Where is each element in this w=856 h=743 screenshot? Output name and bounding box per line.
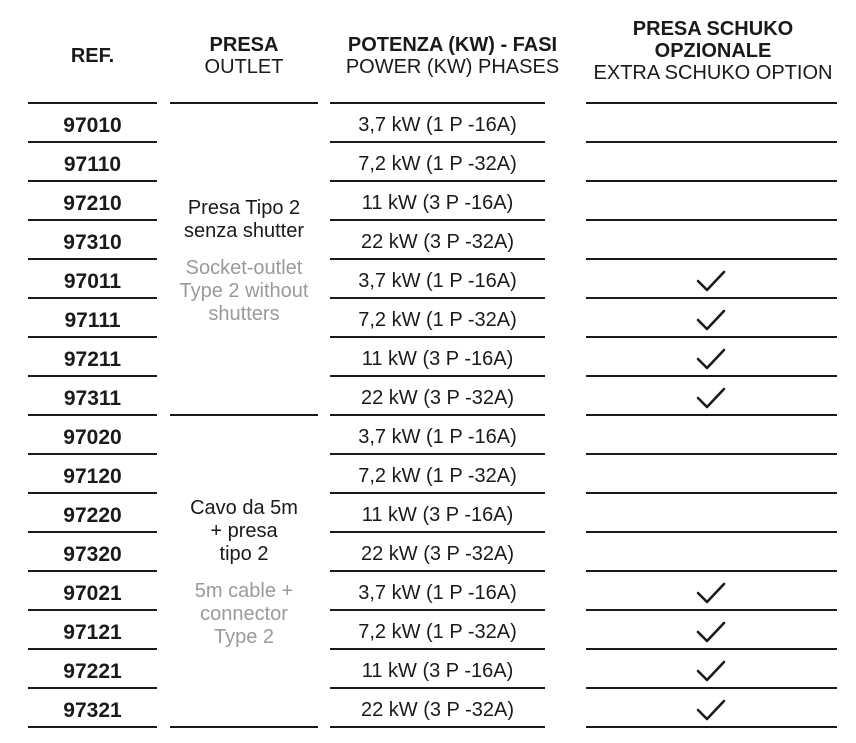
rule-ref (28, 297, 157, 299)
header-schuko-en: EXTRA SCHUKO OPTION (593, 62, 833, 84)
rule-ref (28, 648, 157, 650)
rule-power (330, 414, 545, 416)
rule-ref (28, 687, 157, 689)
power-cell: 3,7 kW (1 P -16A) (358, 114, 517, 136)
checkmark-icon (696, 621, 726, 643)
rule-outlet (170, 102, 318, 104)
rule-power (330, 609, 545, 611)
table-row (0, 340, 856, 379)
table-row (0, 691, 856, 730)
table-row (0, 145, 856, 184)
outlet-group-2-it-3: tipo 2 (219, 543, 269, 565)
rule-ref (28, 102, 157, 104)
table-row (0, 496, 856, 535)
rule-ref (28, 141, 157, 143)
power-cell: 22 kW (3 P -32A) (360, 543, 515, 565)
rule-ref (28, 414, 157, 416)
rule-schuko (586, 219, 837, 221)
checkmark-icon (696, 387, 726, 409)
outlet-group-2-en-2: connector (200, 603, 288, 625)
outlet-group-2-it-2: + presa (210, 520, 278, 542)
ref-cell: 97211 (63, 348, 122, 371)
table-row (0, 418, 856, 457)
power-cell: 7,2 kW (1 P -32A) (358, 309, 517, 331)
checkmark-icon (696, 309, 726, 331)
rule-power (330, 219, 545, 221)
rule-schuko (586, 414, 837, 416)
checkmark-icon (696, 348, 726, 370)
table-row (0, 379, 856, 418)
table-row (0, 652, 856, 691)
ref-cell: 97210 (63, 192, 122, 215)
ref-cell: 97220 (63, 504, 122, 527)
outlet-group-2-en-1: 5m cable + (194, 580, 294, 602)
rule-schuko (586, 726, 837, 728)
power-cell: 3,7 kW (1 P -16A) (358, 270, 517, 292)
ref-cell: 97021 (63, 582, 122, 605)
ref-cell: 97121 (63, 621, 122, 644)
table-row (0, 223, 856, 262)
header-ref-label: REF. (70, 45, 115, 67)
outlet-group-1-it-1: Presa Tipo 2 (187, 197, 301, 219)
rule-schuko (586, 375, 837, 377)
rule-schuko (586, 492, 837, 494)
rule-schuko (586, 297, 837, 299)
rule-power (330, 258, 545, 260)
rule-power (330, 141, 545, 143)
power-cell: 11 kW (3 P -16A) (361, 504, 514, 526)
power-cell: 11 kW (3 P -16A) (361, 660, 514, 682)
ref-cell: 97110 (63, 153, 122, 176)
rule-power (330, 648, 545, 650)
outlet-group-1-en-3: shutters (208, 303, 280, 325)
header-power-en: POWER (KW) PHASES (345, 56, 560, 78)
rule-ref (28, 570, 157, 572)
table-row (0, 184, 856, 223)
rule-outlet (170, 414, 318, 416)
rule-power (330, 375, 545, 377)
rule-ref (28, 180, 157, 182)
outlet-group-1-it-2: senza shutter (183, 220, 305, 242)
header-schuko-it-1: PRESA SCHUKO (632, 18, 794, 40)
ref-cell: 97111 (64, 309, 121, 332)
rule-power (330, 531, 545, 533)
ref-cell: 97310 (63, 231, 122, 254)
rule-ref (28, 609, 157, 611)
rule-schuko (586, 570, 837, 572)
rule-power (330, 726, 545, 728)
power-cell: 3,7 kW (1 P -16A) (358, 582, 517, 604)
header-power (325, 34, 580, 78)
rule-power (330, 180, 545, 182)
rule-ref (28, 375, 157, 377)
header-outlet-en: OUTLET (204, 56, 284, 78)
rule-ref (28, 453, 157, 455)
outlet-group-1-en-1: Socket-outlet (185, 257, 303, 279)
ref-cell: 97311 (63, 387, 122, 410)
header-schuko (582, 18, 844, 84)
power-cell: 22 kW (3 P -32A) (360, 699, 515, 721)
rule-ref (28, 219, 157, 221)
rule-schuko (586, 141, 837, 143)
checkmark-icon (696, 270, 726, 292)
power-cell: 7,2 kW (1 P -32A) (358, 153, 517, 175)
table-row (0, 613, 856, 652)
header-outlet (170, 34, 318, 78)
rule-ref (28, 726, 157, 728)
ref-cell: 97011 (63, 270, 122, 293)
ref-cell: 97010 (63, 114, 122, 137)
outlet-group-1-en-2: Type 2 without (179, 280, 309, 302)
rule-ref (28, 258, 157, 260)
power-cell: 22 kW (3 P -32A) (360, 231, 515, 253)
header-schuko-it-2: OPZIONALE (654, 40, 772, 62)
power-cell: 11 kW (3 P -16A) (361, 348, 514, 370)
rule-power (330, 687, 545, 689)
power-cell: 7,2 kW (1 P -32A) (358, 465, 517, 487)
table-row (0, 301, 856, 340)
rule-schuko (586, 609, 837, 611)
rule-ref (28, 492, 157, 494)
rule-power (330, 492, 545, 494)
ref-cell: 97221 (63, 660, 122, 683)
ref-cell: 97120 (63, 465, 122, 488)
checkmark-icon (696, 582, 726, 604)
table-row (0, 457, 856, 496)
ref-cell: 97320 (63, 543, 122, 566)
outlet-group-2-it-1: Cavo da 5m (190, 497, 298, 519)
rule-schuko (586, 258, 837, 260)
rule-schuko (586, 336, 837, 338)
rule-outlet (170, 726, 318, 728)
power-cell: 11 kW (3 P -16A) (361, 192, 514, 214)
table-row (0, 106, 856, 145)
header-power-it: POTENZA (KW) - FASI (347, 34, 558, 56)
rule-power (330, 570, 545, 572)
power-cell: 7,2 kW (1 P -32A) (358, 621, 517, 643)
rule-schuko (586, 180, 837, 182)
rule-power (330, 102, 545, 104)
table-row (0, 262, 856, 301)
table-row (0, 535, 856, 574)
rule-ref (28, 531, 157, 533)
ref-cell: 97321 (63, 699, 122, 722)
rule-schuko (586, 648, 837, 650)
rule-power (330, 297, 545, 299)
rule-schuko (586, 102, 837, 104)
rule-schuko (586, 687, 837, 689)
rule-ref (28, 336, 157, 338)
rule-schuko (586, 453, 837, 455)
rule-schuko (586, 531, 837, 533)
table-row (0, 574, 856, 613)
power-cell: 3,7 kW (1 P -16A) (358, 426, 517, 448)
header-ref (28, 45, 157, 67)
checkmark-icon (696, 699, 726, 721)
rule-power (330, 336, 545, 338)
power-cell: 22 kW (3 P -32A) (360, 387, 515, 409)
ref-cell: 97020 (63, 426, 122, 449)
outlet-group-2-en-3: Type 2 (213, 626, 275, 648)
checkmark-icon (696, 660, 726, 682)
rule-power (330, 453, 545, 455)
header-outlet-it: PRESA (209, 34, 279, 56)
